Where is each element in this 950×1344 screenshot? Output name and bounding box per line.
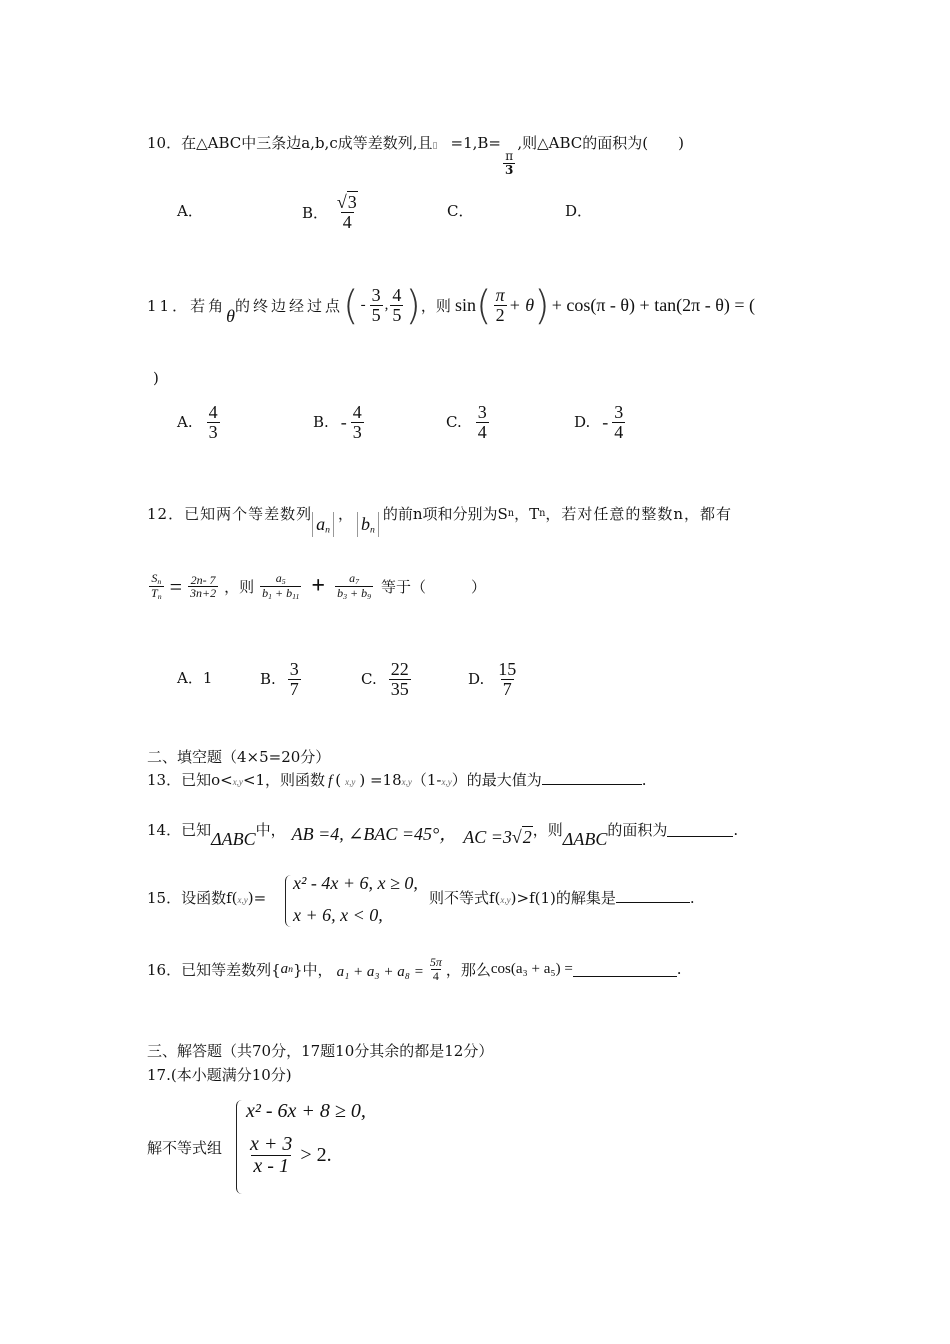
q11-close-paren: ) (153, 369, 159, 387)
q11-stem-b: 的终边经过点 (234, 297, 343, 315)
q16-answer-blank[interactable] (573, 962, 677, 977)
q12-option-a: A．1 (177, 669, 213, 687)
q17-brace (236, 1100, 244, 1194)
q12-ratio-st: $\frac{S_n}{T_n}$ (151, 571, 162, 602)
q10-garbled-symbol: ▯ (432, 141, 438, 151)
q12-option-c: C. $\frac{22}{35}$ (361, 659, 409, 699)
q12-stem: 12．已知两个等差数列 $a_n$ ， $b_n$ 的前n项和分别为S n ，T n ，若对任意的整数n，都有 (147, 505, 733, 536)
q15-label: 15．设函数f(x,y)= (147, 889, 267, 907)
q17-label: 解不等式组 (147, 1139, 223, 1157)
q11-point-x: $\frac{3}{5}$ (371, 285, 381, 325)
q17-fraction: $\frac{x + 3}{x - 1}$ (250, 1133, 293, 1177)
q11-option-a: A. $\frac{4}{3}$ (177, 402, 218, 442)
q11-pi-over-2: $\frac{\pi}{2}$ (495, 285, 505, 325)
q11-stem-c: ，则 (420, 297, 451, 315)
q12-ratio-n: $\frac{2n- 7}{3n+2}$ (190, 572, 217, 601)
q12-fraction-a7: $\frac{a_7}{b_3 + b_9}$ (337, 571, 371, 602)
q10-stem-b: =1,B= (450, 134, 501, 152)
q13-answer-blank[interactable] (542, 770, 642, 785)
q10-option-a: A． (177, 202, 203, 220)
q15-case-1: x² - 4x + 6, x ≥ 0, (293, 873, 418, 893)
q17-line-2: $\frac{x + 3}{x - 1}$ > 2. (250, 1133, 332, 1177)
q12-condition: $\frac{S_n}{T_n}$ = $\frac{2n- 7}{3n+2}$ ，则 $\frac{a_5}{b_1 + b_{11}}$ + $\frac{a_7}{b_3 + b_9}$ 等于（ ） (151, 571, 486, 602)
q10-stem (147, 132, 684, 176)
q13-text: 13．已知o<x,y<1，则函数 f ( x,y ) =18x,y（1-x,y）的最大值为 . (147, 771, 647, 789)
q16-fraction: $\frac{5\pi}{4}$ (429, 955, 442, 983)
q11-stem: 11．若角 θ 的终边经过点 ( - $\frac{3}{5}$ , $\frac{4}{5}$ ) ，则 sin ( $\frac{\pi}{2}$ + θ ) + cos(π - θ) + tan(2π - θ) = ( (147, 282, 756, 329)
q10-stem-c: ,则△ABC的面积为( ) (517, 134, 684, 152)
q11-point-y: $\frac{4}{5}$ (392, 285, 402, 325)
q11-theta: θ (226, 306, 235, 326)
q11-expression: + cos(π - θ) + tan(2π - θ) = ( (551, 295, 756, 315)
q12-option-d: D. $\frac{15}{7}$ (468, 659, 517, 699)
q17-heading: 17.(本小题满分10分) (147, 1066, 292, 1084)
q15-brace (285, 875, 292, 927)
q10-option-d: D． (565, 202, 593, 220)
q10-option-b: B． $\frac{√3}{4}$ (302, 193, 362, 232)
q17-line-1: x² - 6x + 8 ≥ 0, (246, 1100, 366, 1122)
q11-option-d: D. - $\frac{3}{4}$ (574, 402, 624, 442)
q16-text: 16．已知等差数列{ a n }中， a₁ + a₃ + a₈ = $\frac{5\pi}{4}$ ，那么 cos(a₃ + a₅) = . (147, 955, 682, 983)
section-3-title: 三、解答题（共70分，17题10分其余的都是12分） (147, 1042, 494, 1060)
q10-option-b-value: $\frac{√3}{4}$ (336, 192, 357, 232)
q12-stem-a: 12．已知两个等差数列 (147, 505, 313, 524)
q11-option-b: B. - $\frac{4}{3}$ (313, 402, 362, 442)
q15-case-2: x + 6, x < 0, (293, 905, 383, 925)
q11-stem-a: 11．若角 (147, 297, 227, 315)
section-2-title: 二、填空题（4×5=20分） (147, 748, 331, 766)
q11-option-c: C. $\frac{3}{4}$ (446, 402, 487, 442)
q12-fraction-a5: $\frac{a_5}{b_1 + b_{11}}$ (262, 571, 300, 602)
q12-option-b: B. $\frac{3}{7}$ (260, 659, 299, 699)
q10-option-c: C． (447, 202, 474, 220)
q11-sin: sin (454, 295, 476, 315)
q15-tail: 则不等式f(x,y)>f(1)的解集是 . (429, 889, 695, 907)
q14-answer-blank[interactable] (667, 822, 733, 837)
q14-text: 14．已知 ΔABC 中， AB =4, ∠BAC =45°， AC =3√2 ，则 ΔABC 的面积为 . (147, 820, 739, 849)
q15-answer-blank[interactable] (616, 888, 690, 903)
q10-pi-over-3: $\frac{\pi}{3}$ (504, 149, 514, 177)
q10-stem-a: 10．在△ABC中三条边a,b,c成等差数列,且 (147, 134, 433, 152)
